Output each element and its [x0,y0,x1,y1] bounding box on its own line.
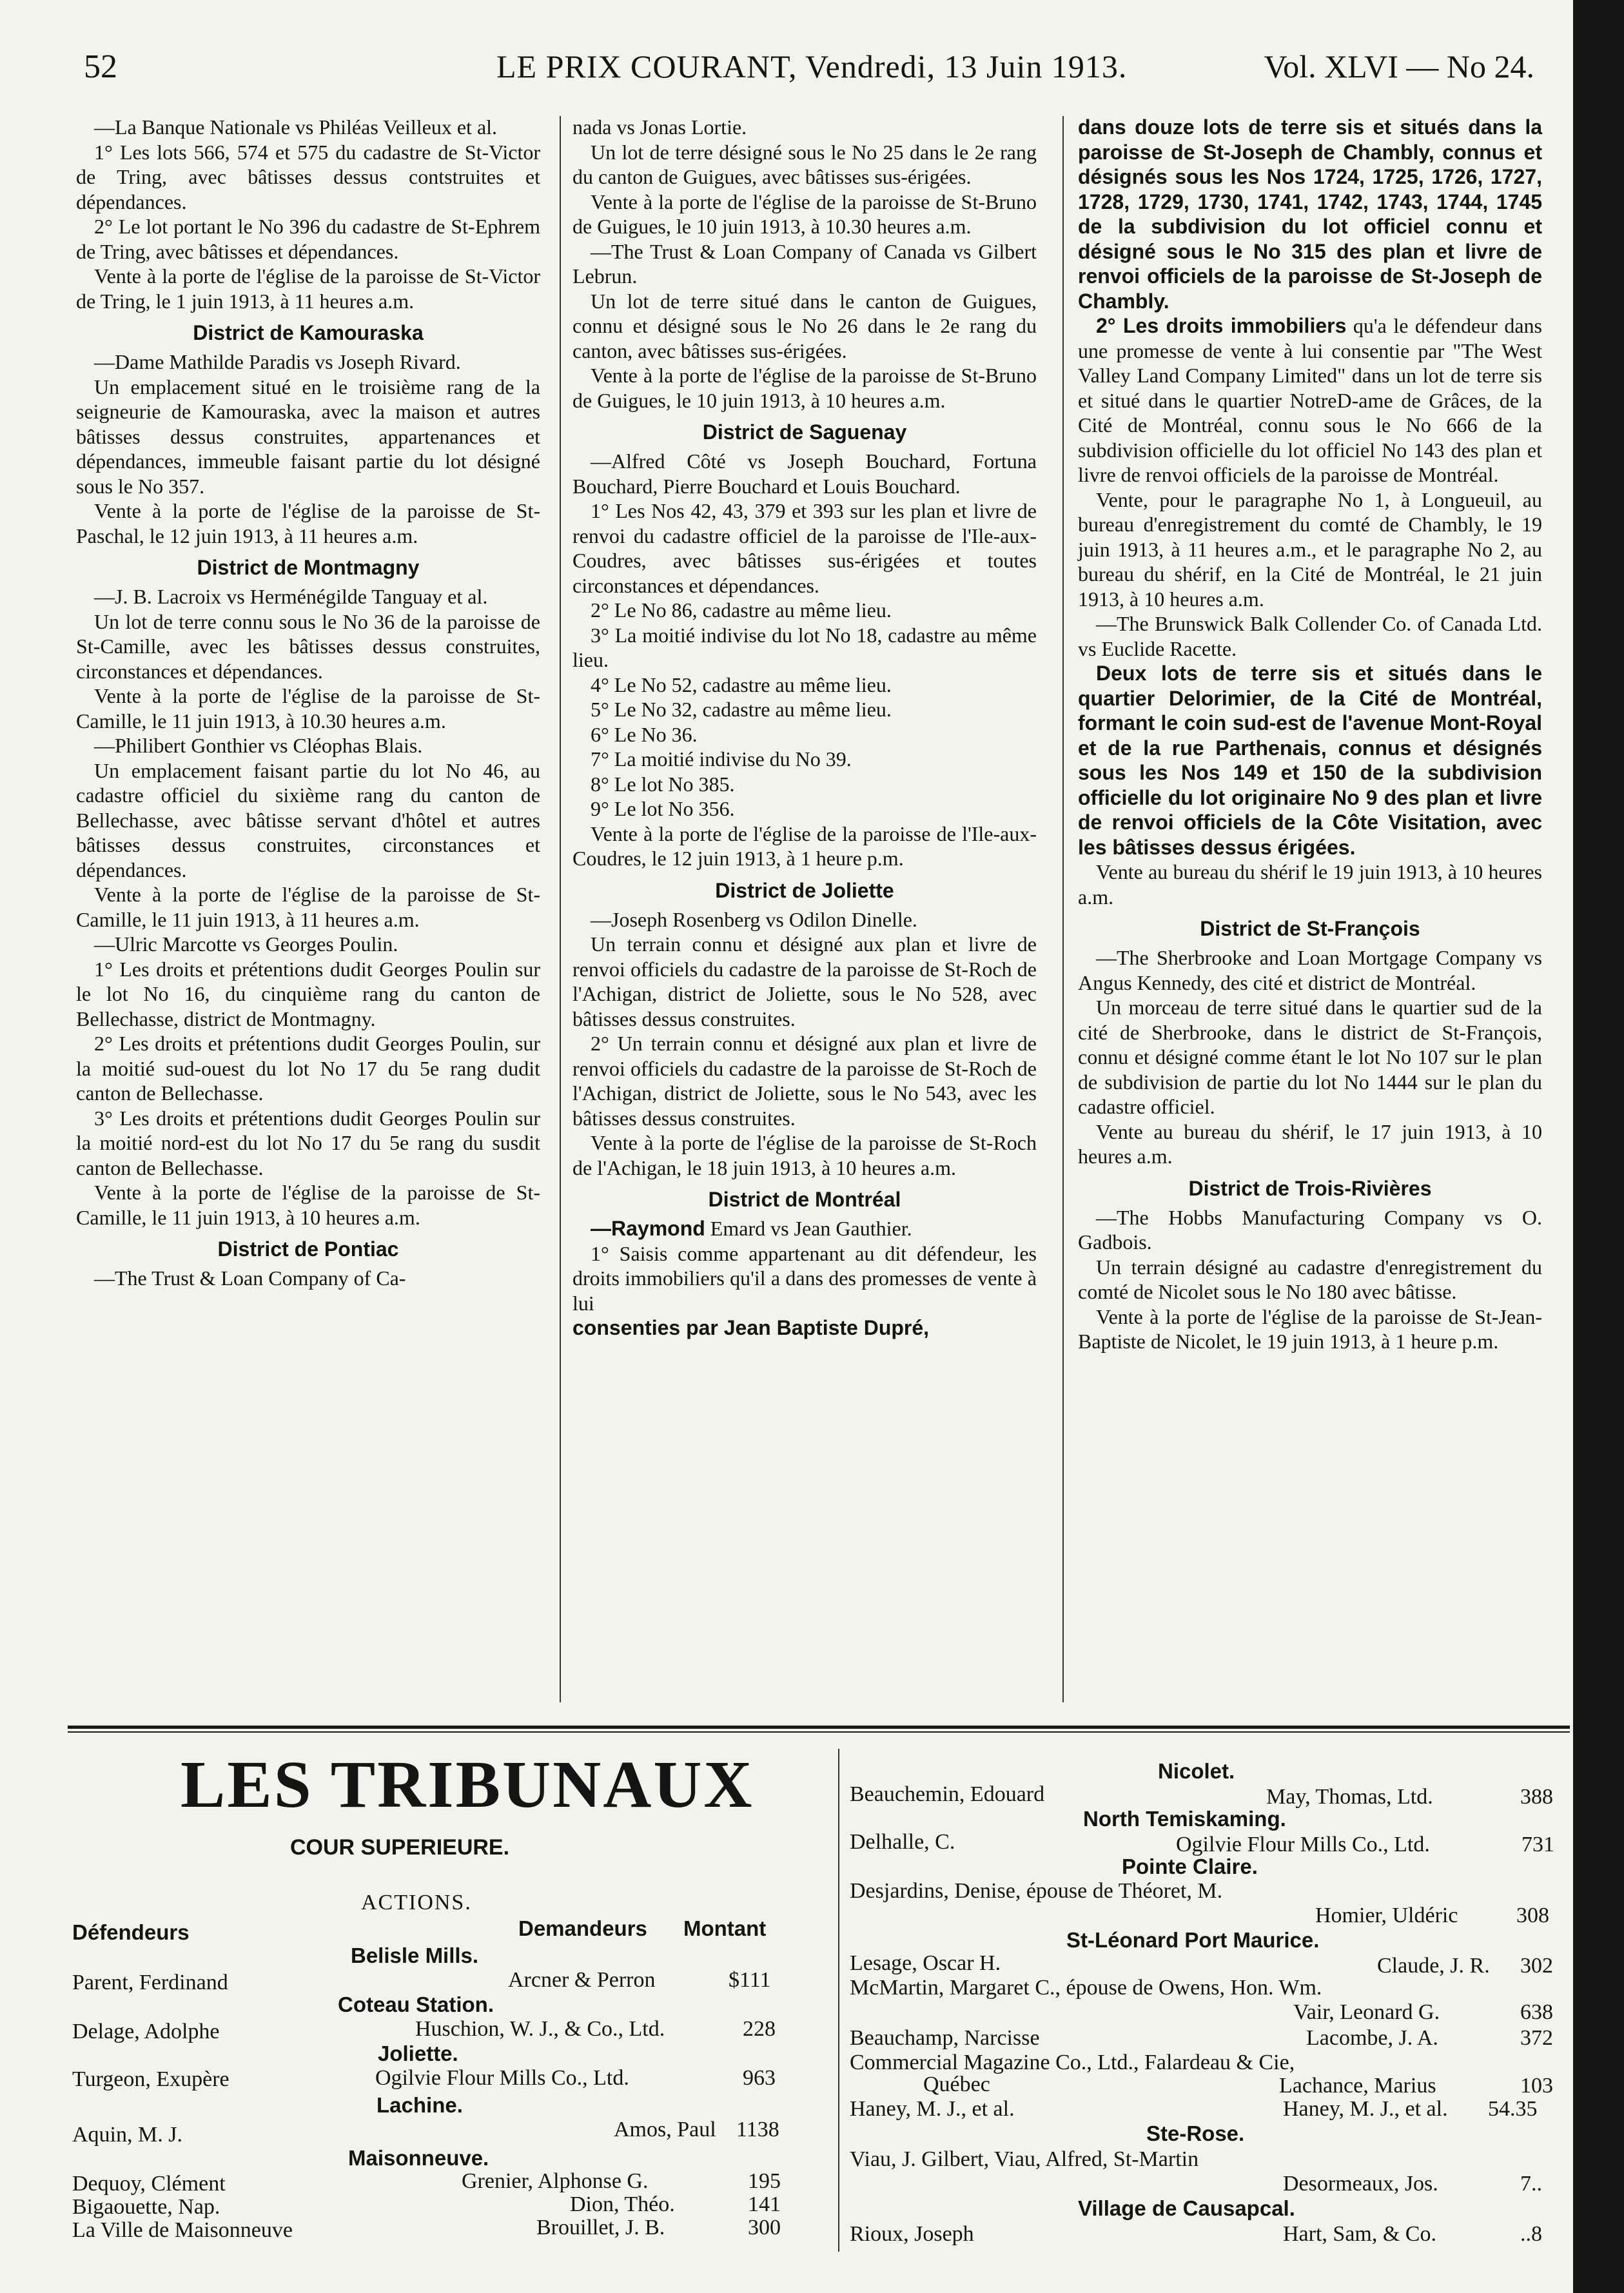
section-separator [68,1726,1570,1729]
plaintiff: Lachance, Marius [1279,2074,1436,2098]
paragraph: Vente à la porte de l'église de la paroisse de St-Camille, le 11 juin 1913, à 10 heures a.m. [76,1181,540,1229]
district-heading: District de Saguenay [702,420,907,444]
district-heading: District de Trois-Rivières [1188,1176,1432,1200]
plaintiff: Claude, J. R. [1377,1954,1490,1978]
locality-heading: Village de Causapcal. [1078,2196,1295,2220]
locality-heading: Pointe Claire. [1122,1855,1258,1878]
paragraph: Vente à la porte de l'église de la paroisse de St-Bruno de Guigues, le 10 juin 1913, à 10.30 heures a.m. [572,190,1037,238]
locality-heading: St-Léonard Port Maurice. [1066,1928,1320,1952]
plaintiff: Homier, Uldéric [1315,1904,1458,1927]
plaintiff: Ogilvie Flour Mills Co., Ltd. [375,2066,629,2090]
defendant: Lesage, Oscar H. [850,1951,1001,1975]
paragraph: 3° Les droits et prétentions dudit Georges Poulin sur la moitié nord-est du lot No 17 du 5e rang du susdit canton de Bellechasse. [76,1106,540,1179]
paragraph: Un emplacement faisant partie du lot No 46, au cadastre officiel du sixième rang du canton de Bellechasse, avec bâtisse servant d'hôtel et autres bâtisses dessus construites, circonstances et dépendances. [76,758,540,881]
amount: 372 [1520,2026,1553,2050]
amount: 308 [1516,1904,1549,1927]
defendant: Commercial Magazine Co., Ltd., Falardeau & Cie, [850,2051,1295,2074]
paragraph: 3° La moitié indivise du lot No 18, cadastre au même lieu. [572,623,1037,671]
text-span: qu'a le défendeur dans une promesse de vente à lui consentie par "The West Valley Land Company Limited" dans un lot de terre sis et situé dans le quartier NotreD-ame de Grâces, de la Cité de Montréal, connu sous le No 666 de la subdivision officielle du lot officiel No 143 des plan et livre de renvoi officiels de la paroisse de Montréal. [1078,314,1543,486]
paragraph: 5° Le No 32, cadastre au même lieu. [591,698,892,721]
district-heading: District de Kamouraska [193,321,424,344]
defendant: Desjardins, Denise, épouse de Théoret, M. [850,1879,1223,1903]
paragraph: 1° Les lots 566, 574 et 575 du cadastre de St-Victor de Tring, avec bâtisses dessus contstruites et dépendances. [76,140,540,213]
page-edge-shadow [1573,0,1624,2293]
volume-number: Vol. XLVI — No 24. [1264,48,1534,84]
paragraph [1078,115,1542,313]
bold-text: dans douze lots de terre sis et situés dans la paroisse de St-Joseph de Chambly, connus et désignés sous les Nos 1724, 1725, 1726, 1727, 1728, 1729, 1730, 1741, 1742, 1743, 1744, 1745 de la subdivision du lot officiel connu et désigné sous le No 315 des plan et livre de renvoi officiels de la paroisse de St-Joseph de Chambly. [1078,115,1542,313]
plaintiff: Dion, Théo. [570,2192,675,2216]
plaintiff: Grenier, Alphonse G. [462,2169,649,2193]
paragraph: 1° Les droits et prétentions dudit Georges Poulin sur le lot No 16, du cinquième rang du canton de Bellechasse, district de Montmagny. [76,957,540,1030]
paragraph [572,1216,1037,1241]
plaintiff: Brouillet, J. B. [536,2216,665,2239]
defendant: Beauchemin, Edouard [850,1782,1045,1806]
paragraph: 7° La moitié indivise du No 39. [591,747,852,771]
plaintiff: Hart, Sam, & Co. [1283,2222,1436,2246]
tribunaux-column-rule [838,1749,839,2252]
paragraph: 2° Le No 86, cadastre au même lieu. [591,598,892,622]
paragraph [572,1315,1037,1341]
amount: 638 [1520,2000,1553,2024]
amount: 228 [743,2017,776,2041]
paragraph: Vente à la porte de l'église de la paroisse de St-Bruno de Guigues, le 10 juin 1913, à 10 heures a.m. [572,364,1037,412]
locality-heading: North Temiskaming. [1083,1807,1286,1831]
paragraph: Un terrain désigné au cadastre d'enregistrement du comté de Nicolet sous le No 180 avec bâtisse. [1078,1255,1542,1303]
defendant: Haney, M. J., et al. [850,2097,1015,2121]
text-span: Emard vs Jean Gauthier. [705,1217,912,1240]
locality-heading: Maisonneuve. [348,2146,489,2170]
amount: 300 [748,2216,781,2239]
paragraph: Vente au bureau du shérif, le 17 juin 1913, à 10 heures a.m. [1078,1119,1542,1168]
locality-heading: Ste-Rose. [1146,2121,1245,2145]
defendant: Dequoy, Clément [72,2172,226,2196]
amount: 1138 [736,2118,779,2141]
paragraph: —Philibert Gonthier vs Cléophas Blais. [94,734,423,757]
header-montant: Montant [683,1916,767,1940]
paragraph: —The Brunswick Balk Collender Co. of Canada Ltd. vs Euclide Racette. [1078,612,1542,660]
defendant: Delage, Adolphe [72,2020,220,2043]
plaintiff: Vair, Leonard G. [1293,2000,1440,2024]
district-heading: District de Pontiac [217,1237,399,1261]
paragraph: Vente à la porte de l'église de la paroisse de St-Camille, le 11 juin 1913, à 11 heures a.m. [76,883,540,931]
actions-label: ACTIONS. [361,1891,472,1914]
paragraph: Un terrain connu et désigné aux plan et livre de renvoi officiels du cadastre de la paroisse de St-Roch de l'Achigan, district de Joliette, sous le No 528, avec bâtisses dessus construites. [572,932,1037,1030]
header-defendeurs: Défendeurs [72,1920,190,1944]
paragraph: 9° Le lot No 356. [591,797,735,820]
paragraph: —Dame Mathilde Paradis vs Joseph Rivard. [94,350,461,373]
defendant: McMartin, Margaret C., épouse de Owens, Hon. Wm. [850,1976,1322,2000]
paragraph: —The Trust & Loan Company of Canada vs Gilbert Lebrun. [572,239,1037,288]
district-heading: District de Joliette [715,878,894,902]
paragraph: —Ulric Marcotte vs Georges Poulin. [94,932,398,956]
district-heading: District de Montréal [708,1188,901,1211]
page-number: 52 [84,48,117,85]
amount: 302 [1520,1954,1553,1978]
defendant: La Ville de Maisonneuve [72,2218,293,2242]
defendant: Aquin, M. J. [72,2123,182,2147]
page-header [84,40,1534,92]
paragraph: Un emplacement situé en le troisième rang de la seigneurie de Kamouraska, avec la maison et autres bâtisses dessus construites, appartenances et dépendances, immeuble faisant partie du lot désigné sous le No 357. [76,375,540,498]
tribunaux-title: LES TRIBUNAUX [181,1747,754,1822]
paragraph: Vente, pour le paragraphe No 1, à Longueuil, au bureau d'enregistrement du comté de Chambly, le 19 juin 1913, à 11 heures a.m., et le paragraphe No 2, au bureau du shérif, en la Cité de Montréal, le 21 juin 1913, à 10 heures a.m. [1078,487,1542,611]
section-separator-thin [68,1731,1570,1733]
paragraph: 8° Le lot No 385. [591,772,735,796]
paragraph: Vente à la porte de l'église de la paroisse de St-Paschal, le 12 juin 1913, à 11 heures a.m. [76,499,540,547]
amount: 195 [748,2169,781,2193]
bold-text: 2° Les droits immobiliers [1096,314,1347,337]
paragraph: Un lot de terre situé dans le canton de Guigues, connu et désigné sous le No 26 dans le 2e rang du canton, avec bâtisses sus-érigées. [572,289,1037,362]
amount: 963 [743,2066,776,2090]
column-rule-2 [1062,116,1064,1702]
paragraph: —Joseph Rosenberg vs Odilon Dinelle. [591,907,917,931]
paragraph: Un morceau de terre situé dans le quartier sud de la cité de Sherbrooke, dans le district de St-François, connu et désigné comme étant le lot No 107 sur le plan de subdivision de partie du lot No 1444 sur le plan du cadastre officiel. [1078,996,1542,1118]
paragraph: nada vs Jonas Lortie. [572,115,747,139]
paragraph: —La Banque Nationale vs Philéas Veilleux et al. [94,115,498,139]
header-demandeurs: Demandeurs [518,1916,647,1940]
plaintiff: Haney, M. J., et al. [1283,2097,1448,2121]
newspaper-title: LE PRIX COURANT, Vendredi, 13 Juin 1913. [496,48,1128,84]
column-2 [572,115,1037,1341]
paragraph: —The Sherbrooke and Loan Mortgage Company vs Angus Kennedy, des cité et district de Montréal. [1078,946,1542,994]
plaintiff: May, Thomas, Ltd. [1266,1785,1433,1809]
paragraph: 2° Les droits et prétentions dudit Georges Poulin, sur la moitié sud-ouest du lot No 17 du 5e rang dudit canton de Bellechasse. [76,1032,540,1105]
column-1 [76,115,540,1291]
paragraph: —The Hobbs Manufacturing Company vs O. Gadbois. [1078,1205,1542,1254]
paragraph: —Alfred Côté vs Joseph Bouchard, Fortuna Bouchard, Pierre Bouchard et Louis Bouchard. [572,449,1037,498]
defendant-city: Québec [923,2072,990,2096]
paragraph: 1° Les Nos 42, 43, 379 et 393 sur les plan et livre de renvoi du cadastre officiel de la paroisse de l'Ile-aux-Coudres, avec bâtisses sus-érigées et toutes circonstances et dépendances. [572,499,1037,597]
paragraph: Vente à la porte de l'église de la paroisse de St-Roch de l'Achigan, le 18 juin 1913, à 10 heures a.m. [572,1131,1037,1179]
plaintiff: Lacombe, J. A. [1306,2026,1438,2050]
defendant: Rioux, Joseph [850,2222,974,2246]
locality-heading: Belisle Mills. [351,1944,479,1967]
defendant: Viau, J. Gilbert, Viau, Alfred, St-Martin [850,2147,1199,2171]
paragraph: 2° Le lot portant le No 396 du cadastre de St-Ephrem de Tring, avec bâtisses et dépendances. [76,215,540,263]
amount: 388 [1520,1785,1553,1809]
paragraph: Un lot de terre désigné sous le No 25 dans le 2e rang du canton de Guigues, avec bâtisses sus-érigées. [572,140,1037,188]
plaintiff: Arcner & Perron [508,1968,656,1992]
locality-heading: Coteau Station. [338,1993,494,2016]
bold-text: consenties par Jean Baptiste Dupré, [572,1316,930,1339]
paragraph: Un lot de terre connu sous le No 36 de la paroisse de St-Camille, avec les bâtisses dessus construites, circonstances et dépendances. [76,609,540,683]
locality-heading: Joliette. [378,2042,458,2065]
court-subtitle: COUR SUPERIEURE. [290,1835,510,1860]
defendant: Delhalle, C. [850,1830,955,1854]
defendant: Parent, Ferdinand [72,1971,228,1994]
paragraph: —J. B. Lacroix vs Herménégilde Tanguay et al. [94,585,488,608]
paragraph: 2° Un terrain connu et désigné aux plan et livre de renvoi officiels du cadastre de la paroisse de St-Roch de l'Achigan, district de Joliette, sous le No 543, avec les bâtisses dessus construites. [572,1032,1037,1130]
paragraph: Vente à la porte de l'église de la paroisse de l'Ile-aux-Coudres, le 12 juin 1913, à 1 heure p.m. [572,822,1037,870]
locality-heading: Nicolet. [1158,1759,1235,1783]
paragraph: 6° Le No 36. [591,722,698,746]
bold-text: Deux lots de terre sis et situés dans le quartier Delorimier, de la Cité de Montréal, formant le coin sud-est de l'avenue Mont-Royal et de la rue Parthenais, connus et désignés sous les Nos 149 et 150 de la subdivision officielle du lot originaire No 9 des plan et livre de renvoi officiels de la Côte Visitation, avec les bâtisses dessus érigées. [1078,662,1542,859]
paragraph: 4° Le No 52, cadastre au même lieu. [591,673,892,696]
paragraph: Vente à la porte de l'église de la paroisse de St-Jean-Baptiste de Nicolet, le 19 juin 1913, à 1 heure p.m. [1078,1304,1542,1353]
plaintiff: Ogilvie Flour Mills Co., Ltd. [1176,1833,1430,1856]
paragraph: 1° Saisis comme appartenant au dit défendeur, les droits immobiliers qu'il a dans des promesses de vente à lui [572,1241,1037,1315]
defendant: Beauchamp, Narcisse [850,2026,1040,2050]
district-heading: District de Montmagny [197,556,420,579]
amount: 731 [1521,1833,1554,1856]
paragraph [1078,313,1542,487]
column-3 [1078,115,1542,1354]
plaintiff: Amos, Paul [614,2118,716,2141]
amount: 7.. [1520,2172,1542,2196]
bold-name: —Raymond [591,1217,705,1240]
locality-heading: Lachine. [377,2093,463,2117]
amount: $111 [729,1968,771,1992]
defendant: Bigaouette, Nap. [72,2195,220,2219]
district-heading: District de St-François [1200,917,1420,940]
amount: 54.35 [1488,2097,1538,2121]
amount: ..8 [1520,2222,1542,2246]
paragraph: Vente à la porte de l'église de la paroisse de St-Victor de Tring, le 1 juin 1913, à 11 heures a.m. [76,264,540,313]
plaintiff: Desormeaux, Jos. [1283,2172,1438,2196]
plaintiff: Huschion, W. J., & Co., Ltd. [415,2017,665,2041]
column-rule-1 [560,116,561,1702]
paragraph: Vente à la porte de l'église de la paroisse de St-Camille, le 11 juin 1913, à 10.30 heures a.m. [76,684,540,733]
defendant: Turgeon, Exupère [72,2067,230,2091]
paragraph: —The Trust & Loan Company of Ca- [94,1266,406,1290]
paragraph: Vente au bureau du shérif le 19 juin 1913, à 10 heures a.m. [1078,860,1542,909]
amount: 103 [1520,2074,1553,2098]
amount: 141 [748,2192,781,2216]
paragraph [1078,661,1542,860]
